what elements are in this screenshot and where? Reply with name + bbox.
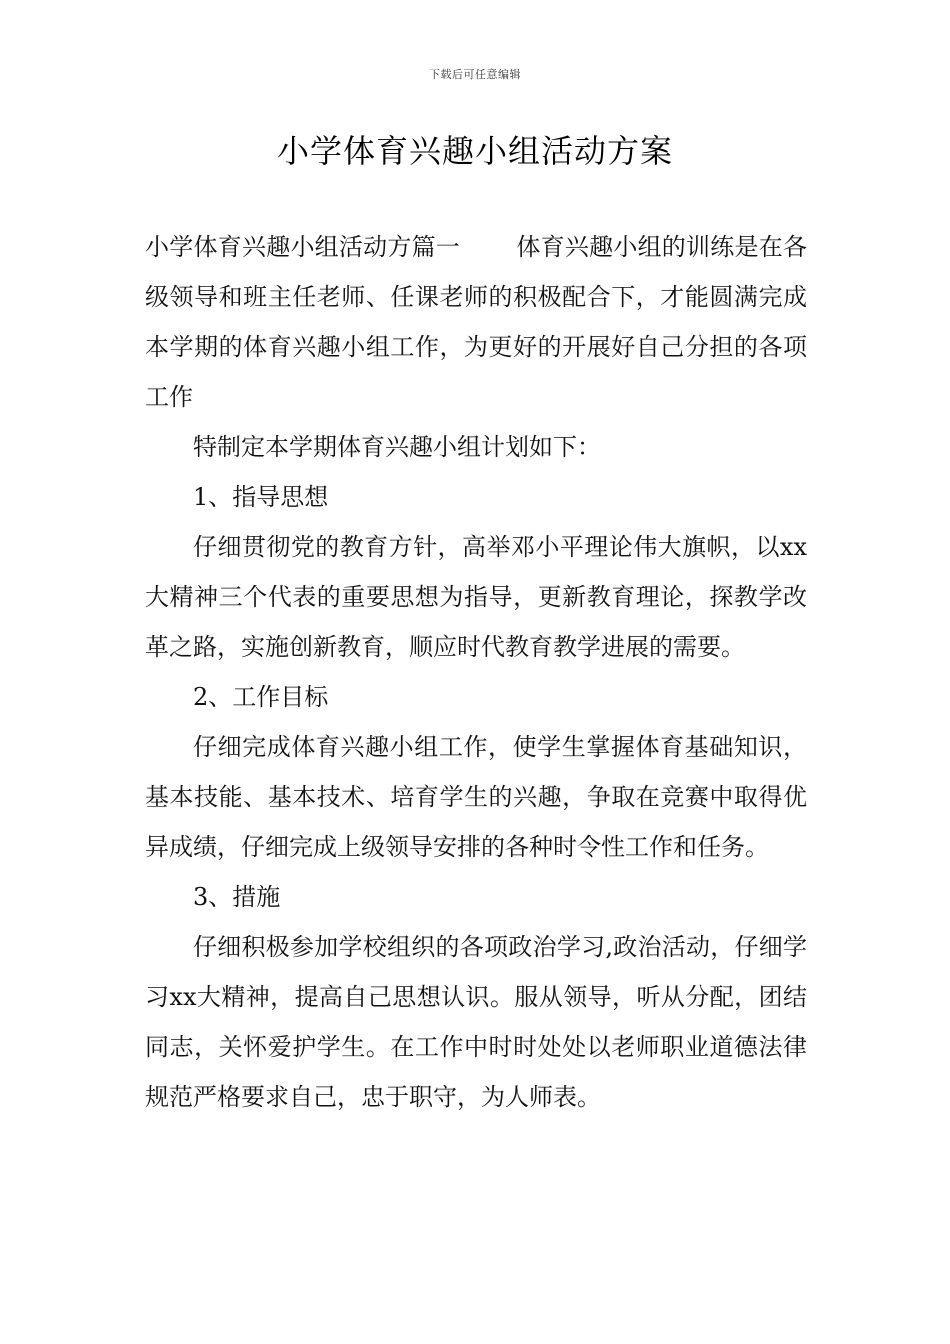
intro-text: 体育兴趣小组的训练是在各级领导和班主任老师、任课老师的积极配合下，才能圆满完成本学期的体育兴趣小组工作，为更好的开展好自己分担的各项工作 (145, 233, 808, 411)
document-title: 小学体育兴趣小组活动方案 (276, 132, 673, 170)
plan-intro-paragraph: 特制定本学期体育兴趣小组计划如下： (193, 433, 601, 461)
intro-lead: 小学体育兴趣小组活动方篇一 (145, 233, 461, 261)
header-note: 下载后可任意编辑 (429, 68, 521, 81)
measures-paragraph: 仔细积极参加学校组织的各项政治学习,政治活动，仔细学习xx大精神，提高自己思想认识。服从领导，听从分配，团结同志，关怀爱护学生。在工作中时时处处以老师职业道德法律规范严格要求自己，忠于职守，为人师表。 (145, 933, 807, 1111)
section-heading-guiding-ideas: 1、指导思想 (193, 483, 329, 511)
guiding-ideas-paragraph: 仔细贯彻党的教育方针，高举邓小平理论伟大旗帜，以xx大精神三个代表的重要思想为指导，更新教育理论，探教学改革之路，实施创新教育，顺应时代教育教学进展的需要。 (145, 533, 807, 661)
intro-paragraph (145, 222, 807, 422)
work-goals-paragraph: 仔细完成体育兴趣小组工作，使学生掌握体育基础知识，基本技能、基本技术、培育学生的兴趣，争取在竞赛中取得优异成绩，仔细完成上级领导安排的各种时令性工作和任务。 (145, 733, 807, 861)
section-heading-work-goals: 2、工作目标 (193, 683, 329, 711)
section-heading-measures: 3、措施 (193, 883, 281, 911)
document-body (145, 222, 807, 1122)
